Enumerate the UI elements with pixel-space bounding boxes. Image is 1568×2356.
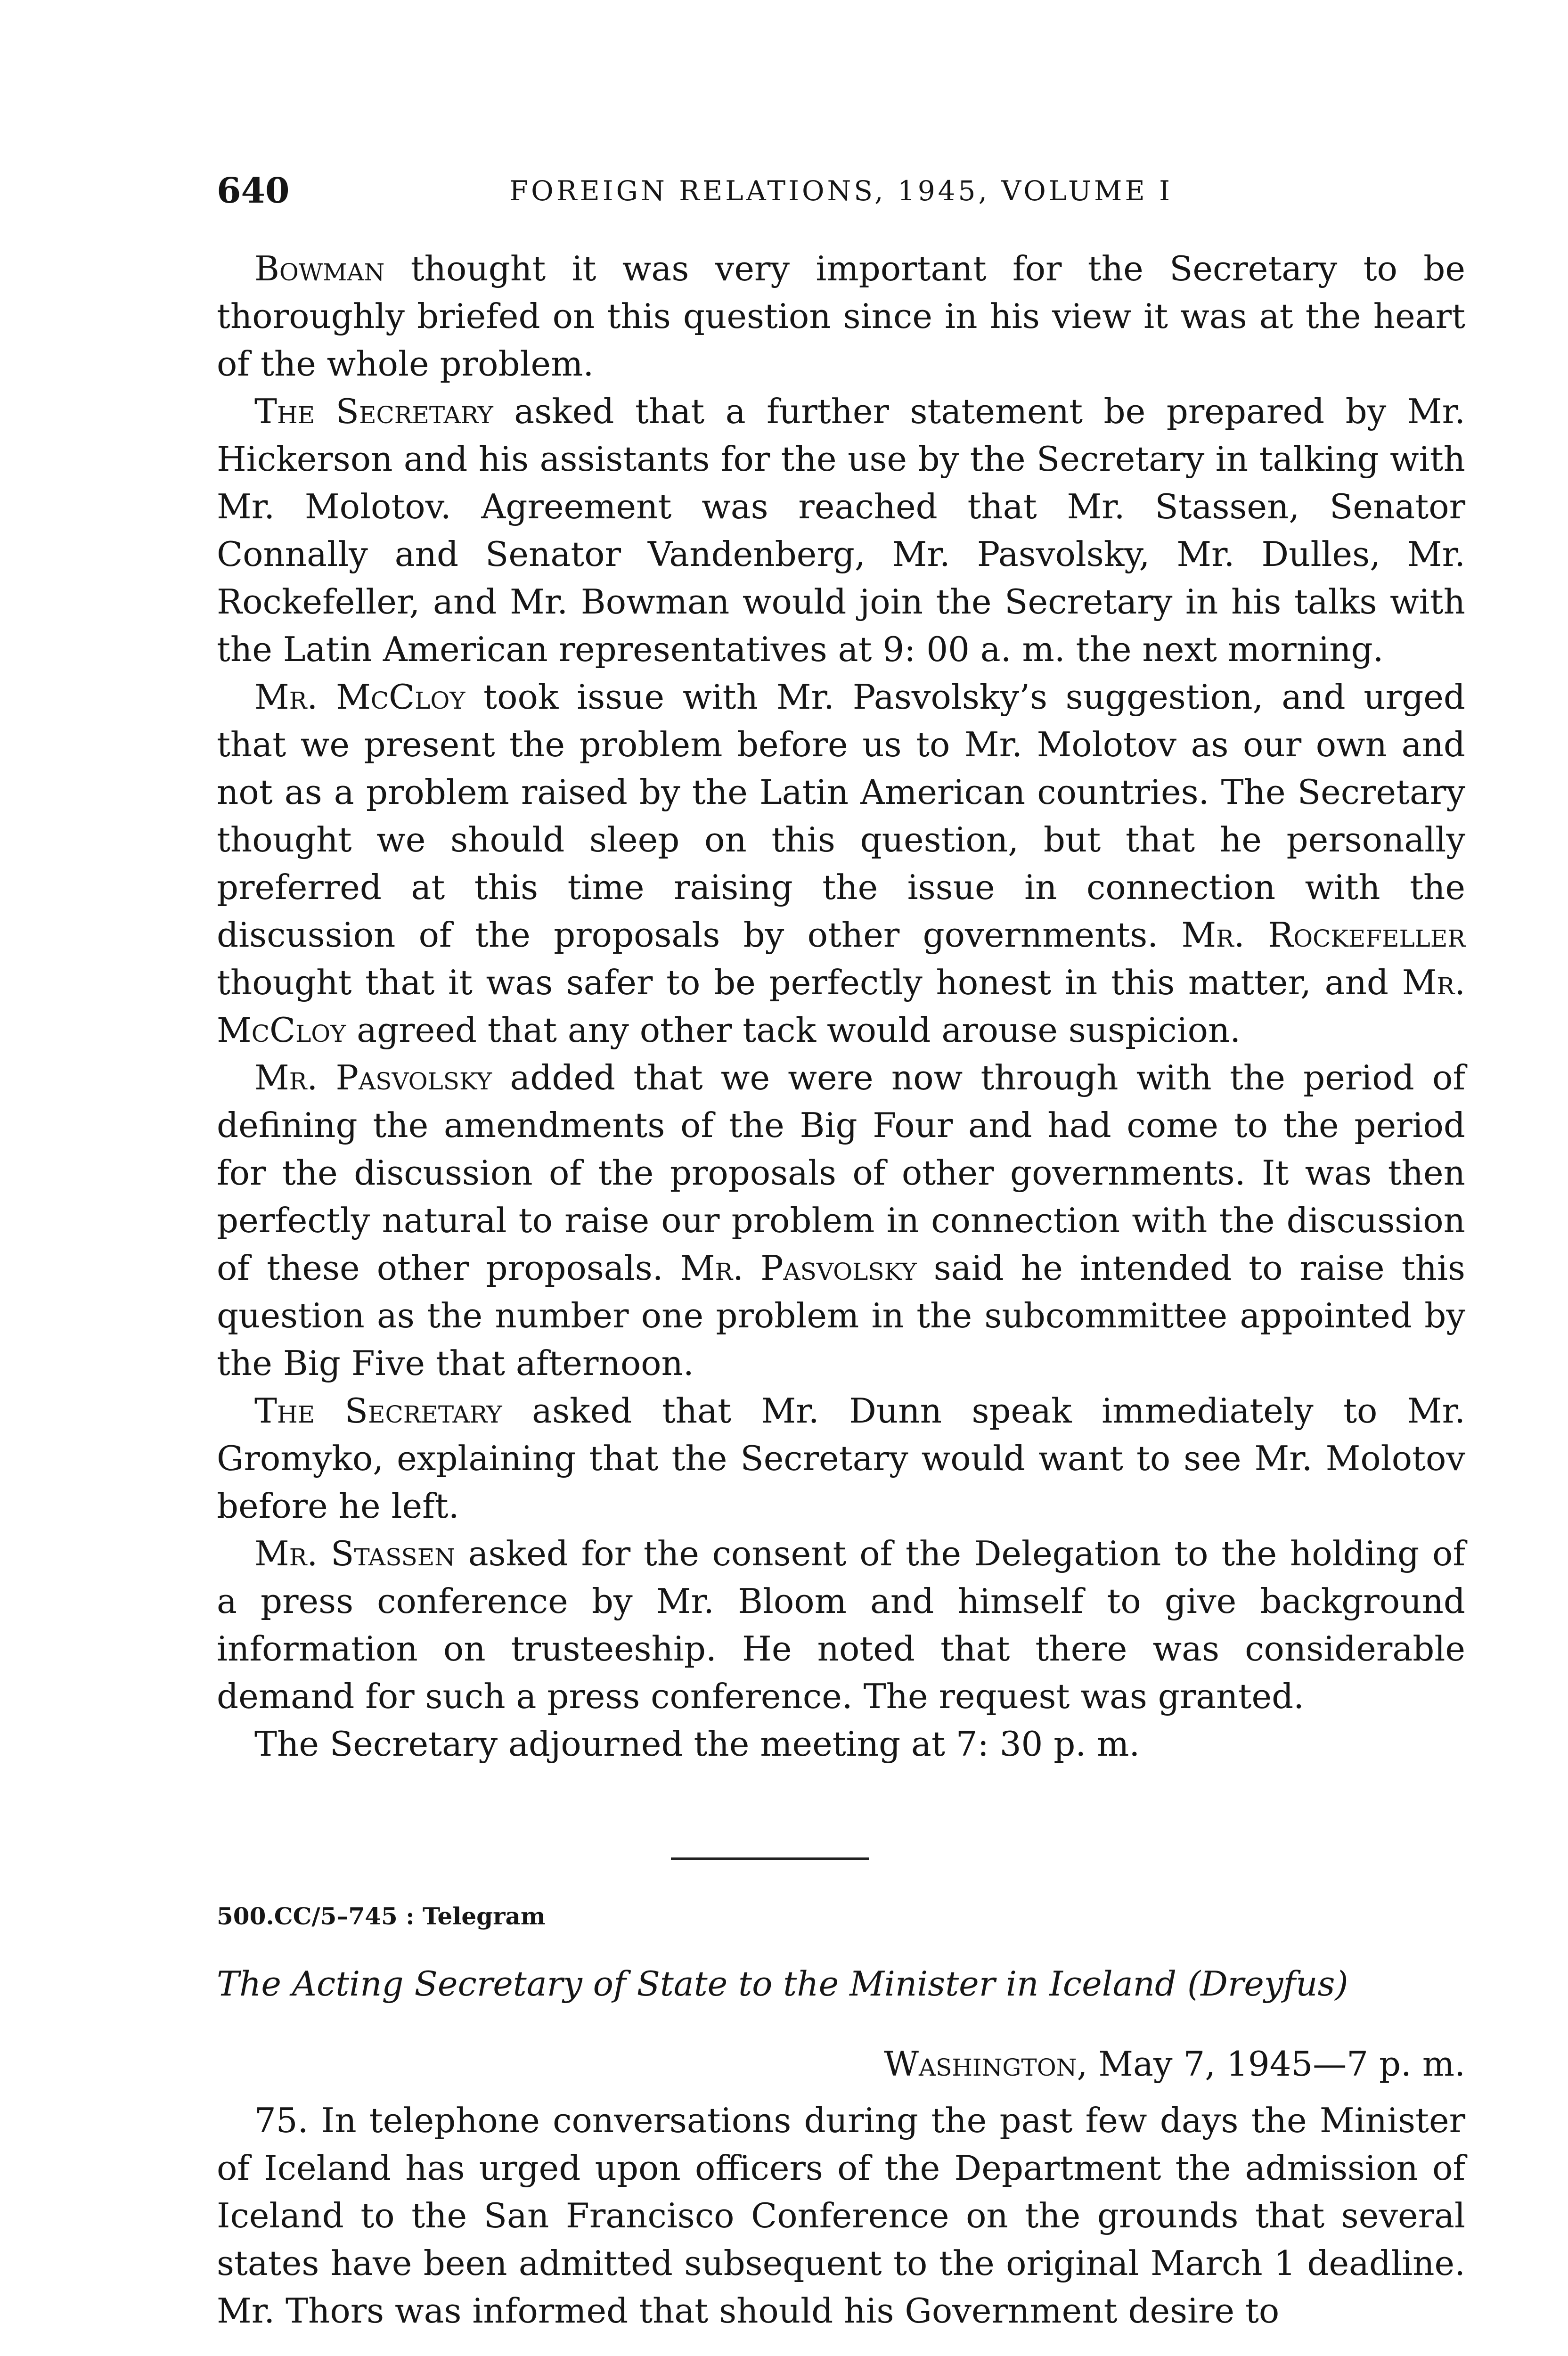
page-header [217, 165, 1465, 217]
paragraph-text: The Secretary adjourned the meeting at 7: 30 p. m. [254, 1724, 1140, 1764]
dateline-date: , May 7, 1945—7 p. m. [1077, 2044, 1465, 2084]
section-divider [671, 1857, 869, 1860]
speaker-name: The Secretary [254, 392, 493, 431]
speaker-name: Bowman [254, 249, 385, 288]
speaker-name: Mr. Pasvolsky [254, 1058, 492, 1097]
speaker-name: Mr. McCloy [254, 677, 466, 717]
document-reference: 500.CC/5–745 : Telegram [217, 1902, 546, 1930]
speaker-name: Mr. McCloy [217, 963, 1465, 1050]
speaker-name: Mr. Rockefeller [1181, 915, 1465, 955]
paragraph-text: agreed that any other tack would arouse suspicion. [346, 1010, 1241, 1050]
speaker-name: Mr. Pasvolsky [680, 1248, 917, 1288]
paragraph-text: asked for the consent of the Delegation to the holding of a press conference by Mr. Bloom and himself to give background information on trusteeship. He noted that there was considerable demand for such a press conference. The request was granted. [217, 1534, 1465, 1716]
paragraph-text: asked that Mr. Dunn speak immediately to Mr. Gromyko, explaining that the Secretary would want to see Mr. Molotov before he left. [217, 1391, 1465, 1526]
paragraph [217, 1054, 1465, 1387]
paragraph-text: took issue with Mr. Pasvolsky’s suggestion, and urged that we present the problem before us to Mr. Molotov as our own and not as a problem raised by the Latin American countries. The Secretary thought we should sleep on this question, but that he personally preferred at this time raising the issue in connection with the discussion of the proposals by other governments. [217, 677, 1465, 955]
paragraph [217, 1720, 1465, 1768]
speaker-name: Mr. Stassen [254, 1534, 455, 1573]
paragraph [217, 388, 1465, 673]
paragraph-text: asked that a further statement be prepared by Mr. Hickerson and his assistants for the use by the Secretary in talking with Mr. Molotov. Agreement was reached that Mr. Stassen, Senator Connally and Senator Vandenberg, Mr. Pasvolsky, Mr. Dulles, Mr. Rockefeller, and Mr. Bowman would join the Secretary in his talks with the Latin American representatives at 9: 00 a. m. the next morning. [217, 392, 1465, 669]
paragraph: 75. In telephone conversations during the past few days the Minister of Iceland has urged upon officers of the Department the admission of Iceland to the San Francisco Conference on the grounds that several states have been admitted subsequent to the original March 1 deadline. Mr. Thors was informed that should his Government desire to [217, 2101, 1465, 2331]
paragraph [217, 1530, 1465, 1720]
document-title: The Acting Secretary of State to the Minister in Iceland (Dreyfus) [217, 1964, 1348, 2004]
page-number: 640 [217, 171, 290, 211]
paragraph [217, 1387, 1465, 1530]
speaker-name: The Secretary [254, 1391, 502, 1431]
dateline-place: Washington [883, 2044, 1077, 2084]
dateline [217, 2040, 1465, 2088]
running-title: FOREIGN RELATIONS, 1945, VOLUME I [509, 175, 1173, 207]
paragraph [217, 245, 1465, 388]
paragraph-text: thought it was very important for the Secretary to be thoroughly briefed on this question since in his view it was at the heart of the whole problem. [217, 249, 1465, 384]
telegram-text [217, 2097, 1465, 2335]
paragraph-text: said he intended to raise this question as the number one problem in the subcommittee appointed by the Big Five that afternoon. [217, 1248, 1465, 1383]
meeting-minutes-text [217, 245, 1465, 1768]
paragraph-text: added that we were now through with the period of defining the amendments of the Big Four and had come to the period for the discussion of the proposals of other governments. It was then perfectly natural to raise our problem in connection with the discussion of these other proposals. [217, 1058, 1465, 1288]
paragraph-text: thought that it was safer to be perfectly honest in this matter, and [217, 963, 1402, 1002]
paragraph [217, 673, 1465, 1054]
